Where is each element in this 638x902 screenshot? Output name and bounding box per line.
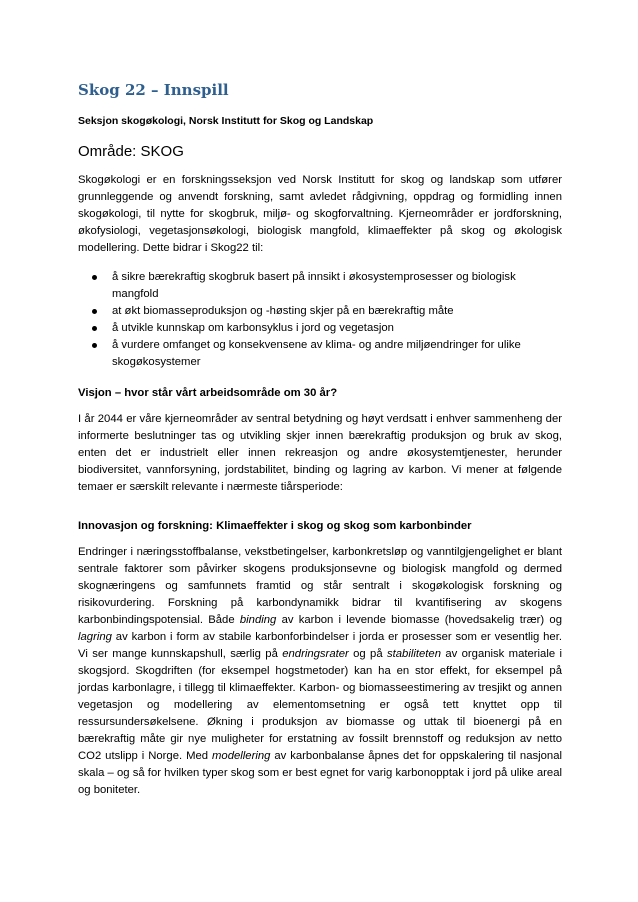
emphasis-modellering: modellering [212,750,271,762]
list-item-text: å sikre bærekraftig skogbruk basert på innsikt i økosystemprosesser og biologisk mangfold [112,271,516,300]
intro-paragraph: Skogøkologi er en forskningsseksjon ved Norsk Institutt for skog og landskap som utfører grunnleggende og anvendt forskning, samt avledet rådgivning, oppdrag og formidling innen skogøkologi, til nytte for skogbruk, miljø- og skogforvaltning. Kjerneområder er jordforskning, økofysiologi, vegetasjonsøkologi, biologisk mangfold, klimaeffekter på skog og økologisk modellering. Dette bidrar i Skog22 til: [78,174,562,254]
innovation-text: Endringer i næringsstoffbalanse, vekstbetingelser, karbonkretsløp og vanntilgjengelighet er blant sentrale faktorer som påvirker skogens produksjonsevne og biologisk mangfold og dermed skognæringens og samfunnets framtid og står sentralt i skogøkologisk forskning og risikovurdering. Forskning på karbondynamikk bidrar til kvantifisering av skogens karbonbindingspotensial. Både [78,546,562,626]
area-heading: Område: SKOG [78,143,184,160]
list-item-text: å utvikle kunnskap om karbonsyklus i jord og vegetasjon [112,322,394,334]
innovation-text: av organisk materiale i skogsjord. Skogdriften (for eksempel hogstmetoder) kan ha en stor effekt, for eksempel på jordas karbonlagre, i tillegg til klimaeffekter. Karbon- og biomasseestimering av tresjikt og annen vegetasjon og modellering av elementomsetning er også tett knyttet opp til ressursundersøkelsene. Økning i produksjon av biomasse og uttak til bioenergi på en bærekraftig måte gir nye muligheter for erstatning av fossilt brennstoff og reduksjon av netto CO2 utslipp i Norge. Med [78,648,562,762]
list-item [78,269,562,303]
bullet-icon [92,343,97,348]
innovation-text: og på [348,648,387,660]
emphasis-lagring: lagring [78,631,112,643]
bullet-icon [92,309,97,314]
document-title: Skog 22 – Innspill [78,81,229,99]
vision-heading: Visjon – hvor står vårt arbeidsområde om 30 år? [78,387,338,399]
list-item [78,320,562,337]
list-item [78,337,562,371]
emphasis-binding: binding [239,614,277,626]
vision-paragraph: I år 2044 er våre kjerneområder av sentral betydning og høyt verdsatt i enhver sammenheng der informerte beslutninger tas og utvikling skjer innen bærekraftig produksjon og bruk av skog, enten det er industrielt eller innen rekreasjon og andre økosystemtjenester, herunder biodiversitet, vannforsyning, jordstabilitet, binding og lagring av karbon. Vi mener at følgende temaer er særskilt relevante i nærmeste tiårsperiode: [78,413,562,493]
innovation-heading: Innovasjon og forskning: Klimaeffekter i skog og skog som karbonbinder [78,520,472,532]
emphasis-stabiliteten: stabiliteten [386,648,441,660]
document-subtitle: Seksjon skogøkologi, Norsk Institutt for Skog og Landskap [78,115,374,127]
innovation-text: av karbonbalanse åpnes det for oppskalering til nasjonal skala – og så for hvilken typer skog som er best egnet for varig karbonopptak i jord på ulike areal og boniteter. [78,750,562,796]
bullet-icon [92,275,97,280]
list-item-text: at økt biomasseproduksjon og -høsting skjer på en bærekraftig måte [112,305,454,317]
innovation-text: av karbon i levende biomasse (hovedsakelig trær) og [276,614,562,626]
spacer [78,496,562,518]
emphasis-endringsrater: endringsrater [282,648,349,660]
innovation-text: av karbon i form av stabile karbonforbindelser i jorda er prosesser som er vesentlig her. Vi ser mange kunnskapshull, særlig på [78,631,562,660]
innovation-paragraph [78,544,562,799]
list-item-text: å vurdere omfanget og konsekvensene av klima- og andre miljøendringer for ulike skogøkosystemer [112,339,521,368]
bullet-icon [92,326,97,331]
document-page [78,80,562,799]
list-item [78,303,562,320]
goal-list [78,269,562,371]
